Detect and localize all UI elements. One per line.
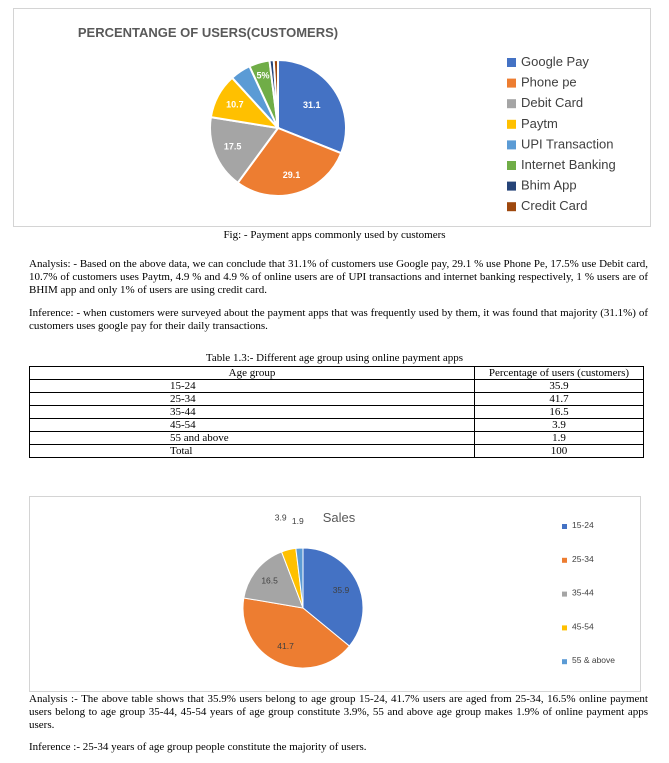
legend-swatch-internet-banking — [507, 161, 516, 170]
data-label-internet-banking: 5% — [256, 70, 270, 81]
payment-apps-pie-chart — [13, 8, 651, 227]
legend-label-45-54: 45-54 — [572, 621, 594, 632]
cell-percentage: 35.9 — [475, 380, 644, 393]
figure-caption: Fig: - Payment apps commonly used by customers — [223, 229, 446, 241]
legend-label-25-34: 25-34 — [572, 553, 594, 564]
payment-apps-pie-svg — [14, 9, 650, 226]
data-label-35-44: 16.5 — [261, 575, 278, 586]
cell-age-group: 45-54 — [30, 419, 475, 432]
legend-label-upi-transaction: UPI Transaction — [521, 136, 614, 152]
data-label-25-34: 41.7 — [277, 641, 294, 652]
cell-age-group: 35-44 — [30, 406, 475, 419]
legend-label-internet-banking: Internet Banking — [521, 157, 616, 172]
table-title: Table 1.3:- Different age group using online payment apps — [205, 352, 464, 364]
header-percentage: Percentage of users (customers) — [475, 367, 644, 380]
legend-label-google-pay: Google Pay — [521, 54, 589, 69]
table-row — [30, 432, 644, 445]
cell-age-group: 15-24 — [30, 380, 475, 393]
legend-swatch-45-54 — [562, 625, 567, 630]
data-label-paytm: 10.7 — [226, 99, 244, 110]
table-total-row — [30, 445, 644, 458]
age-group-table — [29, 366, 644, 458]
table-row — [30, 419, 644, 432]
data-label-45-54: 3.9 — [274, 512, 287, 523]
cell-percentage: 16.5 — [475, 406, 644, 419]
table-header-row — [30, 367, 644, 380]
legend-swatch-debit-card — [507, 99, 516, 108]
chart1-title: PERCENTANGE OF USERS(CUSTOMERS) — [77, 25, 339, 40]
table-row — [30, 406, 644, 419]
legend-label-55-above: 55 & above — [572, 655, 616, 666]
data-label-phone-pe: 29.1 — [282, 170, 301, 181]
legend-label-paytm: Paytm — [521, 115, 558, 131]
legend-label-35-44: 35-44 — [572, 587, 594, 598]
inference-paragraph-1: Inference: - when customers were surveyed about the payment apps that was frequently used by them, it was found that majority (31.1%) of customers uses google pay for their daily transactions. — [29, 307, 648, 332]
table-row — [30, 380, 644, 393]
legend-swatch-55-above — [562, 659, 567, 664]
legend-swatch-credit-card — [507, 202, 516, 211]
legend-label-phone-pe: Phone pe — [521, 74, 577, 90]
legend-swatch-25-34 — [562, 558, 567, 563]
data-label-debit-card: 17.5 — [223, 141, 242, 152]
age-group-pie-svg — [30, 497, 640, 691]
cell-age-group: Total — [30, 445, 475, 458]
cell-percentage: 100 — [475, 445, 644, 458]
cell-percentage: 3.9 — [475, 419, 644, 432]
cell-age-group: 55 and above — [30, 432, 475, 445]
legend-swatch-google-pay — [507, 58, 516, 67]
inference-paragraph-2: Inference :- 25-34 years of age group people constitute the majority of users. — [29, 741, 367, 753]
legend-label-credit-card: Credit Card — [521, 198, 588, 214]
cell-percentage: 41.7 — [475, 393, 644, 406]
cell-age-group: 25-34 — [30, 393, 475, 406]
chart2-title: Sales — [322, 510, 356, 525]
legend-label-bhim-app: Bhim App — [521, 177, 577, 193]
legend-swatch-upi-transaction — [507, 140, 516, 149]
analysis-paragraph-1: Analysis: - Based on the above data, we can conclude that 31.1% of customers use Google pay, 29.1 % use Phone Pe, 17.5% use Debit card, 10.7% of customers uses Paytm, 4.9 % and 4.9 % of online users are of UPI transactions and internet banking respectively, 1 % users are of BHIM app and only 1% of users are using credit card. — [29, 258, 648, 296]
legend-swatch-paytm — [507, 120, 516, 129]
table-row — [30, 393, 644, 406]
legend-label-debit-card: Debit Card — [521, 95, 584, 111]
legend-swatch-bhim-app — [507, 182, 516, 191]
legend-swatch-15-24 — [562, 524, 567, 529]
header-age-group: Age group — [30, 367, 475, 380]
legend-swatch-35-44 — [562, 592, 567, 597]
data-label-google-pay: 31.1 — [303, 100, 321, 111]
data-label-15-24: 35.9 — [332, 585, 350, 596]
analysis-paragraph-2: Analysis :- The above table shows that 35.9% users belong to age group 15-24, 41.7% users are aged from 25-34, 16.5% online payment users belong to age group 35-44, 45-54 years of age group constitute 3.9%, 55 and above age group makes 1.9% of online payment apps users. — [29, 693, 648, 731]
age-group-pie-chart — [29, 496, 641, 692]
data-label-55-above: 1.9 — [291, 516, 304, 527]
cell-percentage: 1.9 — [475, 432, 644, 445]
legend-swatch-phone-pe — [507, 79, 516, 88]
legend-label-15-24: 15-24 — [572, 520, 594, 530]
